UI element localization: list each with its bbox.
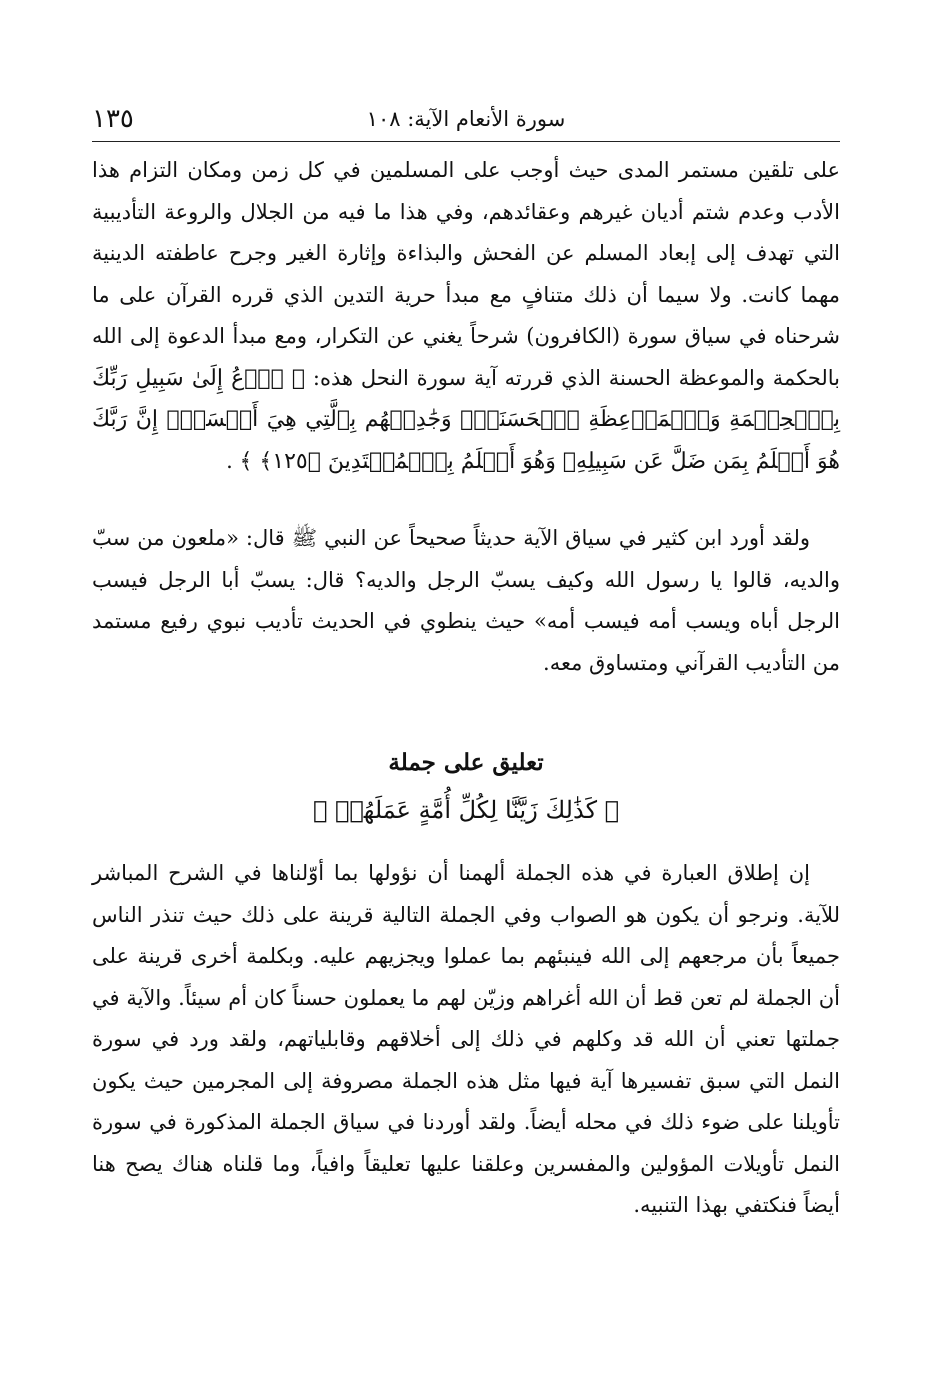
page-header xyxy=(92,100,840,138)
running-title: سورة الأنعام الآية: ١٠٨ xyxy=(366,107,566,131)
section-quran-verse: ﴿ كَذَٰلِكَ زَيَّنَّا لِكُلِّ أُمَّةٍ عَمَلَهُمۡ ﴾ xyxy=(312,796,620,824)
paragraph-1-text: على تلقين مستمر المدى حيث أوجب على المسلمين في كل زمن ومكان التزام هذا الأدب وعدم شتم أديان غيرهم وعقائدهم، وفي هذا ما فيه من الجلال والروعة التأديبية التي تهدف إلى إبعاد المسلم عن الفحش والبذاءة وإثارة الغير وجرح عاطفته الدينية مهما كانت. ولا سيما أن ذلك متنافٍ مع مبدأ حرية التدين الذي قرره القرآن على ما شرحناه في سياق سورة (الكافرون) شرحاً يغني عن التكرار، ومع مبدأ الدعوة إلى الله بالحكمة والموعظة الحسنة الذي قررته آية سورة النحل هذه: xyxy=(92,158,840,390)
paragraph-2: ولقد أورد ابن كثير في سياق الآية حديثاً صحيحاً عن النبي ﷺ قال: «ملعون من سبّ والديه، قالوا يا رسول الله وكيف يسبّ الرجل والديه؟ قال: يسبّ أبا الرجل فيسب الرجل أباه ويسب أمه فيسب أمه» حيث ينطوي في الحديث تأديب نبوي رفيع مستمد من التأديب القرآني ومتساوق معه. xyxy=(92,526,840,675)
section-heading: تعليق على جملة xyxy=(388,749,544,776)
paragraph-1-end: . xyxy=(226,448,233,473)
page-number: ١٣٥ xyxy=(92,104,134,134)
header-rule xyxy=(92,141,840,142)
paragraph-1 xyxy=(92,150,840,482)
quran-verse-nahl-125: ﴿ ٱدۡعُ إِلَىٰ سَبِيلِ رَبِّكَ بِٱلۡحِكۡمَةِ وَٱلۡمَوۡعِظَةِ ٱلۡحَسَنَةِۖ وَجَٰدِلۡهُم بِٱلَّتِي هِيَ أَحۡسَنُۚ إِنَّ رَبَّكَ هُوَ أَعۡلَمُ بِمَن ضَلَّ عَن سَبِيلِهِۦ وَهُوَ أَعۡلَمُ بِٱلۡمُهۡتَدِينَ ﴿١٢٥﴾ ﴾ xyxy=(92,365,840,474)
paragraph-3: إن إطلاق العبارة في هذه الجملة ألهمنا أن نؤولها بما أوّلناها في الشرح المباشر للآية. ونرجو أن يكون هو الصواب وفي الجملة التالية قرينة على ذلك حيث تنذر الناس جميعاً بأن مرجعهم إلى الله فينبئهم بما عملوا ويجزيهم عليه. وبكلمة أخرى قرينة على أن الجملة لم تعن قط أن الله أغراهم وزيّن لهم ما يعملون حسناً كان أم سيئاً. والآية في جملتها تعني أن الله قد وكلهم في ذلك إلى أخلاقهم وقابلياتهم، ولقد ورد في سورة النمل التي سبق تفسيرها آية فيها مثل هذه الجملة مصروفة إلى المجرمين حيث يكون تأويلنا على ضوء ذلك في محله أيضاً. ولقد أوردنا في سياق الجملة المذكورة في سورة النمل تأويلات المؤولين والمفسرين وعلقنا عليها تعليقاً وافياً، وما قلناه هناك يصح هنا أيضاً فنكتفي بهذا التنبيه. xyxy=(92,861,840,1217)
